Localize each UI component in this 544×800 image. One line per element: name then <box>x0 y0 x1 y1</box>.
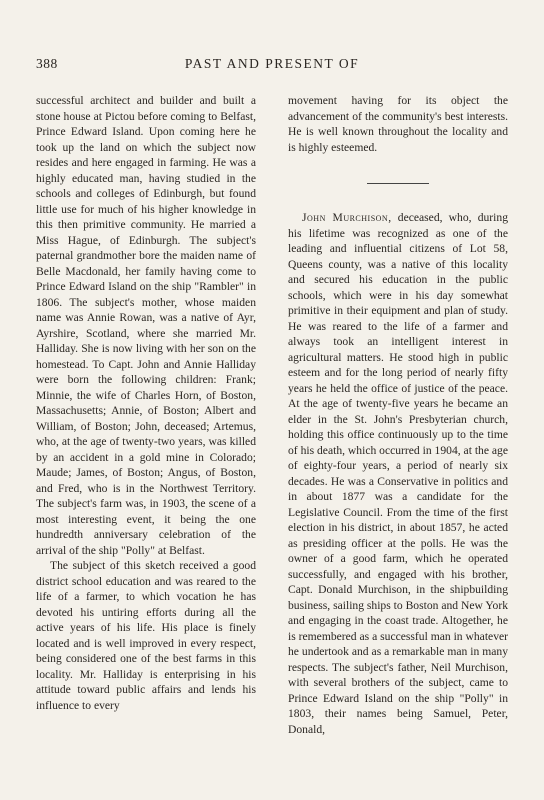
page-header <box>36 56 508 76</box>
paragraph-halliday-closing: movement having for its object the advancement of the community's best interests. He is well known throughout the locality and is highly esteemed. <box>288 94 508 154</box>
right-column <box>288 93 508 737</box>
subject-name: John Murchison, <box>302 211 392 224</box>
left-column <box>36 93 256 713</box>
paragraph-murchison <box>288 210 508 737</box>
paragraph-halliday-family: successful architect and builder and built a stone house at Pictou before coming to Belfast, Prince Edward Island. Upon coming here he took up the land on which the subject now resides and here engaged in farming. He was a highly educated man, having studied in the schools and colleges of Edinburgh, but found little use for much of his higher knowledge in this then primitive community. He married a Miss Hague, of Edinburgh. The subject's paternal grandmother bore the maiden name of Belle Macdonald, her family having come to Prince Edward Island on the ship "Rambler" in 1806. The subject's mother, whose maiden name was Annie Rowan, was a native of Ayr, Ayrshire, Scotland, where she married Mr. Halliday. She is now living with her son on the homestead. To Capt. John and Annie Halliday were born the following children: Frank; Minnie, the wife of Charles Horn, of Boston, Massachusetts; Annie, of Boston; Albert and William, of Boston; John, deceased; Artemus, who, at the age of twenty-two years, was killed by an accident in a gold mine in Colorado; Maude; James, of Boston; Angus, of Boston, and Fred, who is in the Northwest Territory. The subject's farm was, in 1903, the scene of a most interesting event, it being the one hundredth anniversary celebration of the arrival of the ship "Polly" at Belfast. <box>36 94 256 557</box>
murchison-biography-text: deceased, who, during his lifetime was recognized as one of the leading and influential citizens of Lot 58, Queens county, was a native of this locality and secured his education in the public schools, which were in his day somewhat primitive in their equipment and plan of study. He was reared to the life of a farmer and always took an intelligent interest in agricultural matters. He stood high in public esteem and for the long period of nearly fifty years he held the office of justice of the peace. At the age of twenty-five years he became an elder in the St. John's Presbyterian church, holding this office continuously up to the time of his death, which occurred in 1904, at the age of eighty-four years, a period of nearly six decades. He was a Conservative in politics and in about 1877 was a candidate for the Legislative Council. From the time of the first election in his district, in about 1857, he acted as presiding officer at the polls. He was the owner of a good farm, which he operated successfully, and engaged with his brother, Capt. Donald Murchison, in the shipbuilding business, sailing ships to Boston and New York and engaging in the coast trade. Altogether, he is remembered as a successful man in whatever he undertook and as a remarkable man in many respects. The subject's father, Neil Murchison, with several brothers of the subject, came to Prince Edward Island on the ship "Polly" in 1803, their names being Samuel, Peter, Donald, <box>288 211 508 736</box>
page-number: 388 <box>36 56 58 71</box>
running-head: PAST AND PRESENT OF <box>184 56 360 71</box>
paragraph-halliday-career: The subject of this sketch received a good district school education and was reared to the life of a farmer, to which vocation he has devoted his untiring efforts during all the active years of his life. His place is finely located and is well improved in every respect, being considered one of the best farms in this locality. Mr. Halliday is enterprising in his attitude toward public affairs and lends his influence to every <box>36 559 256 712</box>
section-divider <box>367 183 429 184</box>
